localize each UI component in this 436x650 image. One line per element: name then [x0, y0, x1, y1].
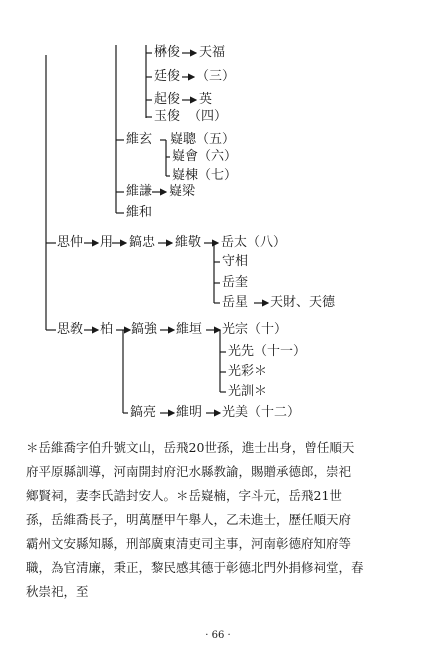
name-guangXun: 光訓＊ — [228, 384, 268, 399]
name-yuJun: 玉俊 — [154, 109, 181, 124]
name-weiQian: 維謙 — [126, 184, 153, 199]
name-yiDong: 嶷棟（七） — [172, 168, 238, 183]
name-siJiao: 思敎 — [57, 322, 84, 337]
name-guangMei: 光美（十二） — [222, 405, 301, 420]
name-yiCong: 嶷聰（五） — [170, 132, 236, 147]
name-haoLiang: 鎬亮 — [130, 405, 157, 420]
ref-3: （三） — [196, 69, 236, 84]
name-weiYuan: 維垣 — [176, 322, 203, 337]
name-weiMing: 維明 — [176, 405, 203, 420]
name-weiJing: 維敬 — [175, 235, 202, 250]
footnote-line: 府平原縣訓導，河南開封府汜水縣教諭，賜贈承德郎，崇祀 — [26, 464, 352, 479]
name-shouXiang: 守相 — [222, 254, 249, 269]
name-weiHe: 維和 — [126, 205, 153, 220]
name-yueTai: 岳太（八） — [221, 235, 287, 250]
name-yong: 用 — [100, 235, 114, 250]
name-haoZhong: 鎬忠 — [129, 235, 156, 250]
footnote-line: 孫，岳維喬長子，明萬歷甲午舉人，乙未進士，歷任順天府 — [26, 512, 352, 527]
name-haoQiang: 鎬強 — [131, 322, 158, 337]
name-bai: 柏 — [100, 322, 114, 337]
name-tingJun: 廷俊 — [154, 69, 181, 84]
name-ying: 英 — [199, 92, 213, 107]
footnote-line: 秋崇祀，至 — [26, 584, 89, 599]
name-yiLiang: 嶷梁 — [169, 184, 196, 199]
name-weiXuan: 維玄 — [126, 132, 153, 147]
footnote-line: 霸州文安縣知縣，刑部廣東清吏司主事，河南彰德府知府等 — [26, 536, 352, 551]
footnote-line: 職，為官清廉，秉正，黎民感其德于彰德北門外捐修祠堂，春 — [26, 560, 364, 575]
name-maoJun: 楙俊 — [154, 45, 181, 60]
name-yueKui: 岳奎 — [222, 275, 249, 290]
name-yueXing: 岳星 — [222, 295, 249, 310]
name-qiJun: 起俊 — [154, 92, 181, 107]
footnote-line: ＊岳維喬字伯升號文山，岳飛20世孫，進士出身，曾任順天 — [26, 440, 355, 455]
page-number: · 66 · — [205, 630, 231, 641]
name-tianCai: 天財、天德 — [270, 295, 336, 310]
name-guangZong: 光宗（十） — [222, 322, 288, 337]
ref-4: （四） — [188, 109, 228, 124]
name-guangXian: 光先（十一） — [228, 344, 307, 359]
name-yiHui: 嶷會（六） — [172, 149, 238, 164]
name-tianFu: 天福 — [199, 45, 226, 60]
name-siZhong: 思仲 — [57, 235, 84, 250]
footnote-paragraph — [26, 436, 416, 604]
name-guangCai: 光彩＊ — [228, 364, 268, 379]
footnote-line: 鄉賢祠，妻李氏誥封安人。＊岳嶷楠，字斗元，岳飛21世 — [26, 488, 342, 503]
